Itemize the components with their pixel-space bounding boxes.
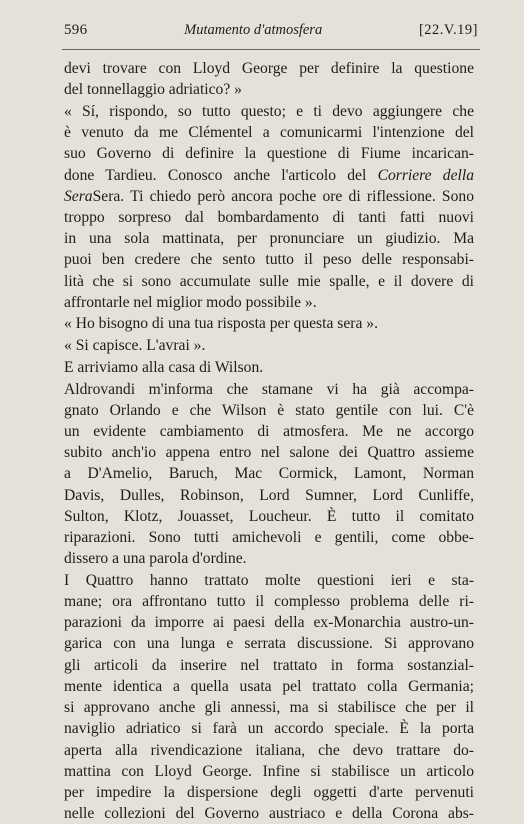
text-line: troppo sorpreso dal bombardamento di tanti fatti nuovi (64, 208, 474, 226)
text-line (64, 165, 474, 186)
text-line: « Ho bisogno di una tua risposta per questa sera ». (64, 315, 378, 333)
text-line: un evidente cambiamento di atmosfera. Me ne accorgo (64, 422, 474, 440)
text-line: « Si capisce. L'avrai ». (64, 337, 206, 355)
text-line: del tonnellaggio adriatico? » (64, 81, 242, 99)
text-line: in una sola mattinata, per pronunciare un giudizio. Ma (64, 230, 474, 248)
text-line: « Sí, rispondo, so tutto questo; e ti devo aggiungere che (64, 102, 474, 120)
text-line: gli articoli da inserire nel trattato in forma sostanzial- (64, 656, 474, 674)
text-line: mattina con Lloyd George. Infine si stabilisce un articolo (64, 762, 474, 780)
paragraph (64, 379, 474, 570)
text-line: garica con una lunga e serrata discussione. Si approvano (64, 635, 474, 653)
text-line: Aldrovandi m'informa che stamane vi ha già accompa- (64, 380, 474, 398)
text-line: per impedire la dispersione degli oggetti d'arte pervenuti (64, 783, 474, 801)
text-line: mente identica a quella usata pel trattato colla Germania; (64, 677, 474, 695)
text-line: affrontarle nel miglior modo possibile ». (64, 293, 317, 311)
text-line: E arriviamo alla casa di Wilson. (64, 358, 264, 376)
paragraph (64, 357, 474, 378)
text-line: gnato Orlando e che Wilson è stato gentile con lui. C'è (64, 401, 474, 419)
paragraph (64, 313, 474, 334)
text-line: riparazioni. Sono tutti amichevoli e gentili, come obbe- (64, 528, 474, 546)
page-number: 596 (64, 22, 88, 38)
body-text (64, 58, 474, 824)
text-line: puoi ben credere che sento tutto il peso delle responsabi- (64, 251, 474, 269)
text-line: suo Governo di definire la questione di Fiume incarican- (64, 145, 474, 163)
text-segment: Sera. Ti chiedo però ancora poche ore di riflessione. Sono (92, 187, 474, 205)
text-line: Sulton, Klotz, Jouasset, Loucheur. È tutto il comitato (64, 507, 474, 525)
text-line: mane; ora affrontano tutto il complesso problema delle ri- (64, 593, 474, 611)
italic-title: Corriere della (377, 166, 474, 184)
text-line: devi trovare con Lloyd George per definire la questione (64, 60, 474, 77)
paragraph (64, 335, 474, 356)
text-line: nelle collezioni del Governo austriaco e della Corona abs- (64, 805, 474, 823)
text-line: aperta alla rivendicazione italiana, che devo trattare do- (64, 741, 474, 759)
text-line: subito anch'io appena entro nel salone dei Quattro assieme (64, 444, 474, 462)
paragraph (64, 570, 474, 824)
date-reference: [22.V.19] (418, 22, 478, 38)
text-line: a D'Amelio, Baruch, Mac Cormick, Lamont, Norman (64, 465, 474, 483)
header-rule (62, 49, 480, 50)
text-line: dissero a una parola d'ordine. (64, 550, 247, 568)
text-line: si approvano anche gli annessi, ma si stabilisce che per il (64, 699, 474, 717)
text-line: parazioni da imporre ai paesi della ex-Monarchia austro-un- (64, 614, 474, 632)
text-segment: done Tardieu. Conosco anche l'articolo del (64, 166, 378, 184)
text-line: naviglio adriatico si farà un accordo speciale. È la porta (64, 720, 474, 738)
page-header (64, 22, 478, 44)
text-line: lità che si sono accumulate sulle mie spalle, e il dovere di (64, 272, 474, 290)
italic-title: Sera (64, 187, 93, 205)
paragraph (64, 101, 474, 313)
running-title: Mutamento d'atmosfera (184, 22, 323, 38)
text-line: I Quattro hanno trattato molte questioni ieri e sta- (64, 571, 474, 589)
text-line (64, 186, 474, 207)
text-line: è venuto da me Clémentel a comunicarmi l'intenzione del (64, 124, 474, 142)
text-line: Davis, Dulles, Robinson, Lord Sumner, Lord Cunliffe, (64, 486, 474, 504)
paragraph (64, 58, 474, 100)
